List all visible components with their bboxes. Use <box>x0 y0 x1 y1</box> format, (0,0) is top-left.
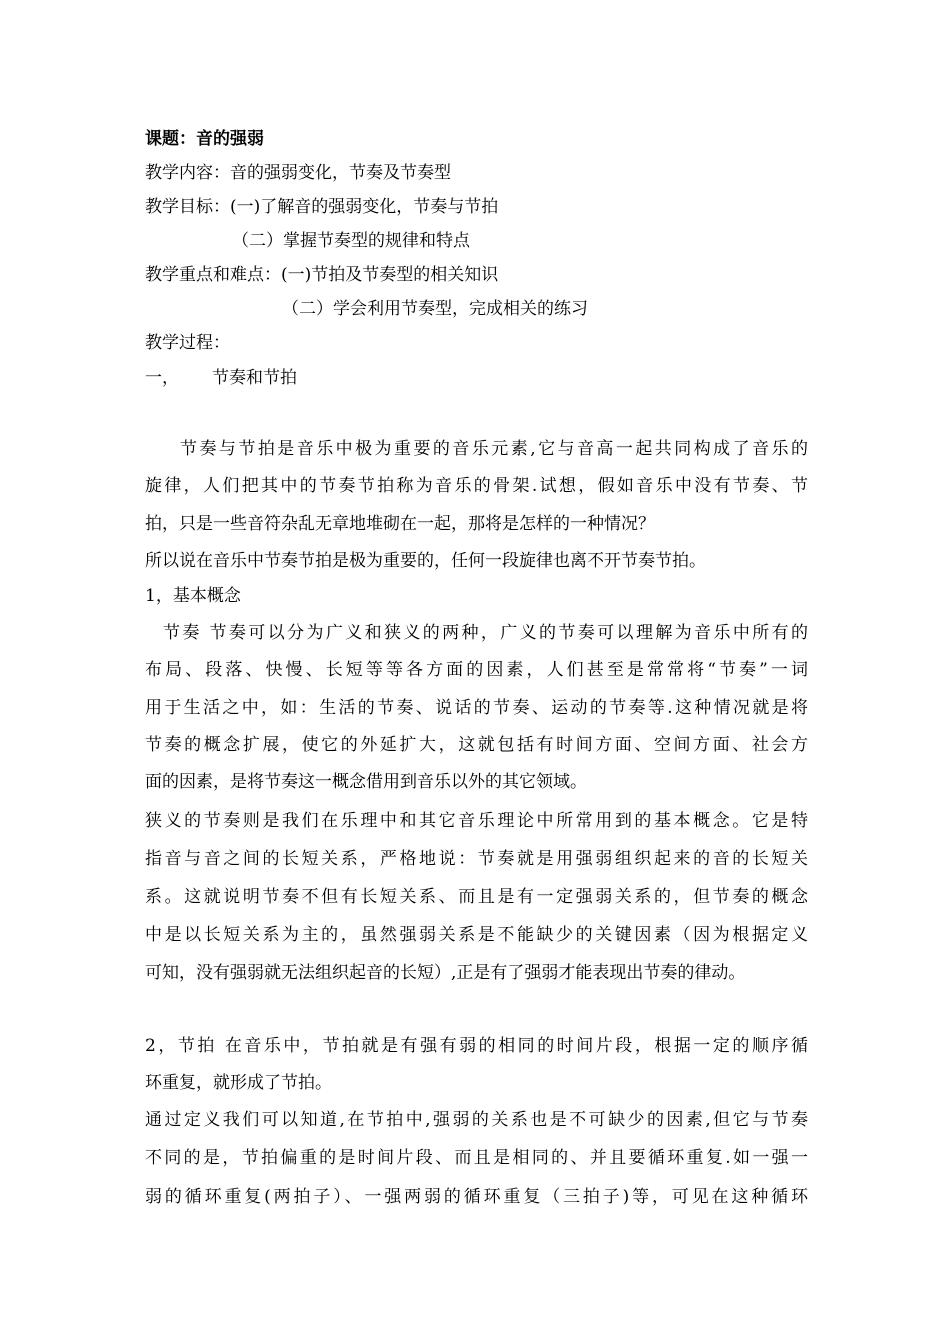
teaching-goal-1: 教学目标：(一)了解音的强弱变化，节奏与节拍 <box>145 197 499 217</box>
beat-line-2: 环重复，就形成了节拍。 <box>145 1073 332 1093</box>
rhythm-line-2: 布局、段落、快慢、长短等等各方面的因素，人们甚至是常常将“节奏”一词 <box>145 660 808 680</box>
intro-line-4: 所以说在音乐中节奏节拍是极为重要的，任何一段旋律也离不开节奏节拍。 <box>145 551 706 571</box>
intro-line-2: 旋律，人们把其中的节奏节拍称为音乐的骨架.试想，假如音乐中没有节奏、节 <box>145 476 808 496</box>
rhythm-line-3: 用于生活之中，如：生活的节奏、说话的节奏、运动的节奏等.这种情况就是将 <box>145 698 808 718</box>
section-number: 一， <box>145 368 179 388</box>
narrow-rhythm-line-5: 可知，没有强弱就无法组织起音的长短）,正是有了强弱才能表现出节奏的律动。 <box>145 963 746 983</box>
definition-line-2: 不同的是，节拍偏重的是时间片段、而且是相同的、并且要循环重复.如一强一 <box>145 1148 808 1168</box>
narrow-rhythm-line-1: 狭义的节奏则是我们在乐理中和其它音乐理论中所常用到的基本概念。它是特 <box>145 811 808 831</box>
teaching-goal-2: （二）掌握节奏型的规律和特点 <box>232 231 470 251</box>
intro-line-3: 拍，只是一些音符杂乱无章地堆砌在一起，那将是怎样的一种情况？ <box>145 514 655 534</box>
section-title: 节奏和节拍 <box>212 368 297 388</box>
key-points-1: 教学重点和难点：(一)节拍及节奏型的相关知识 <box>145 265 499 285</box>
narrow-rhythm-line-4: 中是以长短关系为主的，虽然强弱关系是不能缺少的关键因素（因为根据定义 <box>145 925 808 945</box>
teaching-process-label: 教学过程： <box>145 333 230 353</box>
rhythm-line-5: 面的因素，是将节奏这一概念借用到音乐以外的其它领域。 <box>145 772 587 792</box>
narrow-rhythm-line-2: 指音与音之间的长短关系，严格地说：节奏就是用强弱组织起来的音的长短关 <box>145 849 808 869</box>
definition-line-1: 通过定义我们可以知道,在节拍中,强弱的关系也是不可缺少的因素,但它与节奏 <box>145 1110 808 1130</box>
intro-line-1: 节奏与节拍是音乐中极为重要的音乐元素,它与音高一起共同构成了音乐的 <box>180 439 808 459</box>
definition-line-3: 弱的循环重复(两拍子）、一强两弱的循环重复（三拍子)等，可见在这种循环 <box>145 1187 808 1207</box>
concept-heading: 1，基本概念 <box>145 586 241 606</box>
beat-line-1: 2，节拍 在音乐中，节拍就是有强有弱的相同的时间片段，根据一定的顺序循 <box>145 1036 808 1056</box>
key-points-2: （二）学会利用节奏型，完成相关的练习 <box>282 299 588 319</box>
rhythm-line-1: 节奏 节奏可以分为广义和狭义的两种，广义的节奏可以理解为音乐中所有的 <box>163 623 808 643</box>
rhythm-line-4: 节奏的概念扩展，使它的外延扩大，这就包括有时间方面、空间方面、社会方 <box>145 735 808 755</box>
lesson-title: 课题：音的强弱 <box>145 129 264 149</box>
teaching-content: 教学内容：音的强弱变化，节奏及节奏型 <box>145 163 451 183</box>
narrow-rhythm-line-3: 系。这就说明节奏不但有长短关系、而且是有一定强弱关系的，但节奏的概念 <box>145 887 808 907</box>
